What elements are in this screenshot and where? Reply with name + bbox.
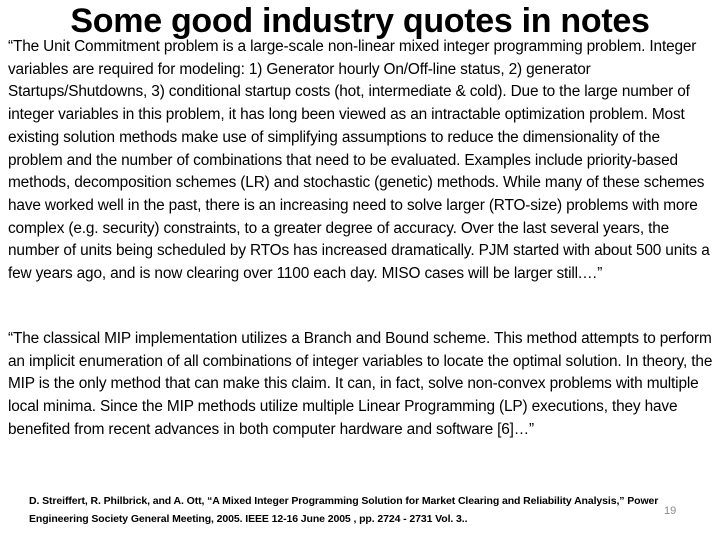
quote-unit-commitment: “The Unit Commitment problem is a large-scale non-linear mixed integer programming problem. Integer variables are required for modeling: 1) Generator hourly On/Off-line status, 2) generator Startups/Shutdowns, 3) conditional startup costs (hot, intermediate & cold). Due to the large number of integer variables in this problem, it has long been viewed as an intractable optimization problem. Most existing solution methods make use of simplifying assumptions to reduce the dimensionality of the problem and the number of combinations that need to be evaluated. Examples include priority-based methods, decomposition schemes (LR) and stochastic (genetic) methods. While many of these schemes have worked well in the past, there is an increasing need to solve larger (RTO-size) problems with more complex (e.g. security) constraints, to a greater degree of accuracy. Over the last several years, the number of units being scheduled by RTOs has increased dramatically. PJM started with about 500 units a few years ago, and is now clearing over 1100 each day. MISO cases will be larger still.…” (8, 38, 710, 283)
slide-title: Some good industry quotes in notes (70, 2, 650, 40)
quote-classical-mip: “The classical MIP implementation utilizes a Branch and Bound scheme. This method attempts to perform an implicit enumeration of all combinations of integer variables to locate the optimal solution. In theory, the MIP is the only method that can make this claim. It can, in fact, solve non-convex problems with multiple local minima. Since the MIP methods utilize multiple Linear Programming (LP) executions, they have benefited from recent advances in both computer hardware and software [6]…” (8, 330, 713, 438)
citation: D. Streiffert, R. Philbrick, and A. Ott, “A Mixed Integer Programming Solution for Market Clearing and Reliability Analysis,” Power Engineering Society General Meeting, 2005. IEEE 12-16 June 2005 , pp. 2724 - 2731 Vol. 3.. (29, 495, 659, 525)
slide-number: 19 (664, 505, 677, 517)
